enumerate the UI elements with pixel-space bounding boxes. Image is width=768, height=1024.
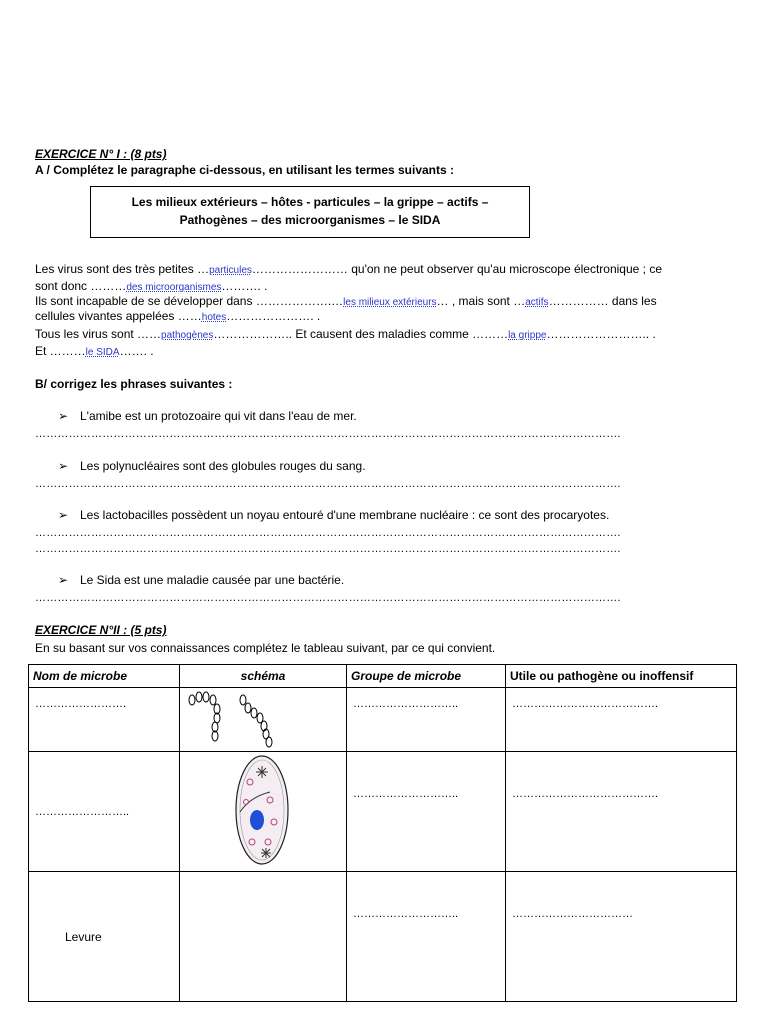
microbe-table <box>28 664 737 1002</box>
header-groupe: Groupe de microbe <box>347 665 506 688</box>
sentence-2: Les polynucléaires sont des globules rouges du sang. <box>80 459 366 473</box>
streptococcus-drawing <box>180 688 346 748</box>
paragraph-line-3: Ils sont incapable de se développer dans ……………….…les milieux extérieurs… , mais sont …actifs…………… dans les <box>35 294 657 308</box>
answer-line-4: …………………………………………………………………………………………………………………………………………. <box>35 592 621 604</box>
use-blank: …………………………………. <box>512 698 659 710</box>
answer-line-2: …………………………………………………………………………………………………………………………………………. <box>35 478 621 490</box>
use-blank: …………………………… <box>512 908 633 920</box>
group-blank: ……………………….. <box>353 698 459 710</box>
name-blank: ……………………. <box>35 698 127 710</box>
terms-line-1: Les milieux extérieurs – hôtes - particules – la grippe – actifs – <box>131 195 489 209</box>
arrow-bullet-icon: ➢ <box>58 573 69 587</box>
table-row <box>29 688 737 752</box>
header-utilite: Utile ou pathogène ou inoffensif <box>506 665 737 688</box>
answer-line-1: …………………………………………………………………………………………………………………………………………. <box>35 428 621 440</box>
table-row <box>29 872 737 1002</box>
arrow-bullet-icon: ➢ <box>58 508 69 522</box>
part-b-instruction: B/ corrigez les phrases suivantes : <box>35 377 233 391</box>
answer-line-3b: …………………………………………………………………………………………………………………………………………. <box>35 543 621 555</box>
part-a-instruction: A / Complétez le paragraphe ci-dessous, en utilisant les termes suivants : <box>35 163 455 177</box>
answer-grippe: la grippe <box>508 330 547 341</box>
paragraph-line-1: Les virus sont des très petites …particules…………………… qu'on ne peut observer qu'au microscope électronique ; ce <box>35 262 662 276</box>
name-blank: …………………….. <box>35 805 130 818</box>
answer-line-3a: …………………………………………………………………………………………………………………………………………. <box>35 527 621 539</box>
name-levure: Levure <box>65 929 102 944</box>
table-row <box>29 752 737 872</box>
paramecium-drawing <box>180 752 346 868</box>
answer-microorganismes: des microorganismes <box>126 282 222 293</box>
answer-actifs: actifs <box>525 297 549 308</box>
arrow-bullet-icon: ➢ <box>58 459 69 473</box>
paragraph-line-4: cellules vivantes appelées ……hotes…………………. . <box>35 309 321 323</box>
header-nom: Nom de microbe <box>29 665 180 688</box>
exercise-2-title: EXERCICE N°II : (5 pts) <box>35 623 167 637</box>
sentence-3: Les lactobacilles possèdent un noyau entouré d'une membrane nucléaire : ce sont des procaryotes. <box>80 508 610 522</box>
answer-hotes: hotes <box>201 312 227 323</box>
paragraph-line-2: sont donc ………des microorganismes………. . <box>35 279 268 293</box>
header-schema: schéma <box>180 665 347 688</box>
sentence-4: Le Sida est une maladie causée par une bactérie. <box>80 573 345 587</box>
use-blank: …………………………………. <box>512 788 659 800</box>
exercise-1-title: EXERCICE N° I : (8 pts) <box>35 147 167 161</box>
group-blank: ……………………….. <box>353 788 459 800</box>
arrow-bullet-icon: ➢ <box>58 409 69 423</box>
terms-box <box>90 186 530 238</box>
answer-pathogenes: pathogènes <box>161 330 214 341</box>
answer-milieux: les milieux extérieurs <box>343 297 437 308</box>
answer-sida: le SIDA <box>85 347 120 358</box>
sentence-1: L'amibe est un protozoaire qui vit dans l'eau de mer. <box>80 409 357 423</box>
answer-particules: particules <box>209 265 252 276</box>
group-blank: ……………………….. <box>353 908 459 920</box>
terms-line-2: Pathogènes – des microorganismes – le SIDA <box>179 213 441 227</box>
exercise-2-intro: En su basant sur vos connaissances complétez le tableau suivant, par ce qui convient. <box>35 641 496 655</box>
paragraph-line-6: Et ………le SIDA……. . <box>35 344 154 358</box>
paragraph-line-5: Tous les virus sont ……pathogènes……………….. Et causent des maladies comme ………la grippe…………………….. . <box>35 327 656 341</box>
